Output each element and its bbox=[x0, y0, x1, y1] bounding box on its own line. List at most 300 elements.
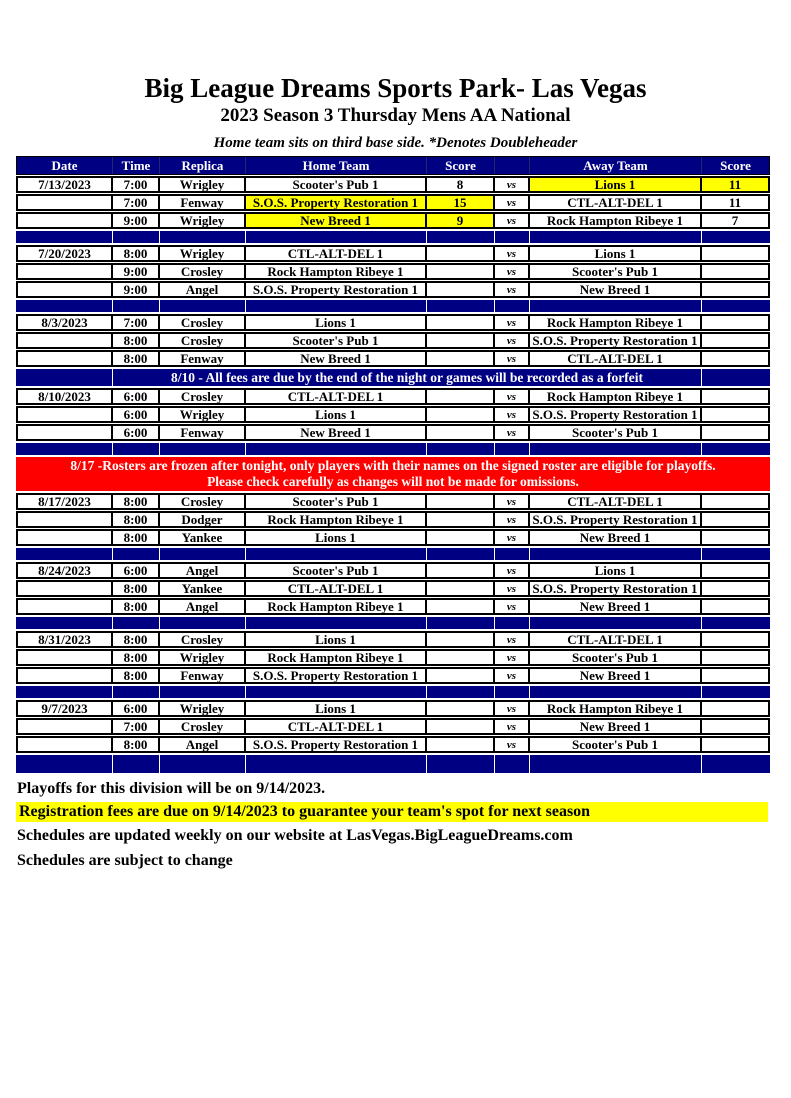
time-cell: 7:00 bbox=[111, 718, 160, 735]
home-team-cell: New Breed 1 bbox=[244, 212, 427, 229]
home-team-cell: CTL-ALT-DEL 1 bbox=[244, 580, 427, 597]
away-team-cell: New Breed 1 bbox=[528, 667, 702, 684]
time-cell: 8:00 bbox=[111, 511, 160, 528]
separator-cell bbox=[113, 300, 160, 312]
game-row bbox=[16, 314, 770, 331]
game-row bbox=[16, 736, 770, 753]
game-row bbox=[16, 350, 770, 367]
separator-cell bbox=[160, 231, 246, 243]
time-cell: 6:00 bbox=[111, 406, 160, 423]
away-score-cell bbox=[700, 245, 770, 262]
separator-cell bbox=[427, 617, 495, 629]
footer-website-note: Schedules are updated weekly on our website at LasVegas.BigLeagueDreams.com bbox=[17, 827, 573, 844]
date-cell: 8/10/2023 bbox=[16, 388, 113, 405]
date-cell: 7/13/2023 bbox=[16, 176, 113, 193]
replica-cell: Crosley bbox=[158, 388, 246, 405]
date-cell bbox=[16, 350, 113, 367]
replica-cell: Fenway bbox=[158, 667, 246, 684]
separator-row bbox=[16, 548, 770, 560]
header-cell-score: Score bbox=[720, 157, 751, 173]
vs-label: vs bbox=[493, 406, 530, 423]
page-subtitle: 2023 Season 3 Thursday Mens AA National bbox=[220, 105, 571, 126]
away-team-cell: Scooter's Pub 1 bbox=[528, 649, 702, 666]
date-cell bbox=[16, 736, 113, 753]
date-cell bbox=[16, 406, 113, 423]
date-cell bbox=[16, 649, 113, 666]
home-score-cell bbox=[425, 700, 495, 717]
time-cell: 8:00 bbox=[111, 245, 160, 262]
away-score-cell bbox=[700, 388, 770, 405]
separator-cell bbox=[246, 686, 427, 698]
game-row bbox=[16, 493, 770, 510]
vs-label: vs bbox=[493, 263, 530, 280]
header-cell-replica: Replica bbox=[160, 157, 246, 174]
time-cell: 8:00 bbox=[111, 631, 160, 648]
away-score-cell bbox=[700, 580, 770, 597]
home-score-cell bbox=[425, 350, 495, 367]
away-team-cell: New Breed 1 bbox=[528, 598, 702, 615]
vs-label: vs bbox=[493, 562, 530, 579]
fees-notice-left-cell bbox=[16, 369, 113, 386]
separator-cell bbox=[702, 617, 770, 629]
header-cell-vs bbox=[495, 157, 530, 174]
away-score-cell bbox=[700, 667, 770, 684]
separator-cell bbox=[160, 686, 246, 698]
replica-cell: Crosley bbox=[158, 263, 246, 280]
home-team-cell: Scooter's Pub 1 bbox=[244, 493, 427, 510]
separator-cell bbox=[113, 231, 160, 243]
home-team-cell: New Breed 1 bbox=[244, 424, 427, 441]
game-row bbox=[16, 263, 770, 280]
away-score-cell bbox=[700, 649, 770, 666]
time-cell: 9:00 bbox=[111, 212, 160, 229]
home-score-cell bbox=[425, 649, 495, 666]
away-team-cell: New Breed 1 bbox=[528, 529, 702, 546]
home-score-cell bbox=[425, 667, 495, 684]
time-cell: 6:00 bbox=[111, 424, 160, 441]
home-score-cell bbox=[425, 631, 495, 648]
game-row bbox=[16, 281, 770, 298]
away-score-cell: 11 bbox=[700, 194, 770, 211]
separator-cell bbox=[427, 548, 495, 560]
home-score-cell bbox=[425, 424, 495, 441]
home-team-cell: S.O.S. Property Restoration 1 bbox=[244, 194, 427, 211]
separator-cell bbox=[530, 755, 702, 773]
replica-cell: Dodger bbox=[158, 511, 246, 528]
away-score-cell bbox=[700, 529, 770, 546]
away-score-cell bbox=[700, 281, 770, 298]
away-score-cell bbox=[700, 263, 770, 280]
separator-cell bbox=[427, 231, 495, 243]
separator-cell bbox=[246, 548, 427, 560]
date-cell: 8/31/2023 bbox=[16, 631, 113, 648]
separator-cell bbox=[246, 300, 427, 312]
header-cell-home-team: Home Team bbox=[246, 157, 427, 174]
home-team-cell: CTL-ALT-DEL 1 bbox=[244, 718, 427, 735]
away-score-cell bbox=[700, 631, 770, 648]
away-team-cell: Rock Hampton Ribeye 1 bbox=[528, 314, 702, 331]
home-team-cell: Rock Hampton Ribeye 1 bbox=[244, 263, 427, 280]
home-score-cell bbox=[425, 263, 495, 280]
separator-cell bbox=[16, 617, 113, 629]
date-cell bbox=[16, 263, 113, 280]
away-team-cell: Rock Hampton Ribeye 1 bbox=[528, 388, 702, 405]
footer-registration-note: Registration fees are due on 9/14/2023 to guarantee your team's spot for next season bbox=[16, 802, 768, 822]
replica-cell: Crosley bbox=[158, 314, 246, 331]
date-cell bbox=[16, 667, 113, 684]
replica-cell: Fenway bbox=[158, 424, 246, 441]
away-score-cell bbox=[700, 718, 770, 735]
home-score-cell: 9 bbox=[425, 212, 495, 229]
time-cell: 8:00 bbox=[111, 580, 160, 597]
separator-cell bbox=[16, 548, 113, 560]
time-cell: 7:00 bbox=[111, 176, 160, 193]
away-score-cell bbox=[700, 736, 770, 753]
vs-label: vs bbox=[493, 176, 530, 193]
game-row bbox=[16, 212, 770, 229]
fees-notice-row bbox=[16, 369, 770, 386]
away-team-cell: Rock Hampton Ribeye 1 bbox=[528, 700, 702, 717]
date-cell bbox=[16, 511, 113, 528]
time-cell: 8:00 bbox=[111, 649, 160, 666]
separator-cell bbox=[246, 617, 427, 629]
separator-cell bbox=[495, 755, 530, 773]
away-team-cell: New Breed 1 bbox=[528, 281, 702, 298]
away-team-cell: Lions 1 bbox=[528, 562, 702, 579]
header-cell-date: Date bbox=[17, 157, 113, 174]
home-team-cell: Scooter's Pub 1 bbox=[244, 332, 427, 349]
separator-cell bbox=[160, 617, 246, 629]
time-cell: 8:00 bbox=[111, 529, 160, 546]
date-cell: 7/20/2023 bbox=[16, 245, 113, 262]
date-cell bbox=[16, 212, 113, 229]
separator-cell bbox=[495, 443, 530, 455]
vs-label: vs bbox=[493, 281, 530, 298]
vs-label: vs bbox=[493, 511, 530, 528]
replica-cell: Fenway bbox=[158, 350, 246, 367]
replica-cell: Angel bbox=[158, 598, 246, 615]
roster-freeze-notice-line: 8/17 -Rosters are frozen after tonight, only players with their names on the signed roster are eligible for playoffs. bbox=[70, 458, 716, 473]
separator-cell bbox=[160, 755, 246, 773]
vs-label: vs bbox=[493, 314, 530, 331]
home-score-cell bbox=[425, 245, 495, 262]
game-row bbox=[16, 388, 770, 405]
replica-cell: Crosley bbox=[158, 332, 246, 349]
away-team-cell: S.O.S. Property Restoration 1 bbox=[528, 580, 702, 597]
separator-cell bbox=[530, 548, 702, 560]
separator-cell bbox=[495, 686, 530, 698]
home-team-cell: S.O.S. Property Restoration 1 bbox=[244, 281, 427, 298]
home-team-cell: S.O.S. Property Restoration 1 bbox=[244, 667, 427, 684]
separator-cell bbox=[16, 300, 113, 312]
separator-cell bbox=[113, 548, 160, 560]
away-score-cell: 11 bbox=[700, 176, 770, 193]
vs-label: vs bbox=[493, 649, 530, 666]
time-cell: 9:00 bbox=[111, 263, 160, 280]
time-cell: 9:00 bbox=[111, 281, 160, 298]
replica-cell: Angel bbox=[158, 736, 246, 753]
away-team-cell: Scooter's Pub 1 bbox=[528, 424, 702, 441]
time-cell: 7:00 bbox=[111, 194, 160, 211]
date-cell: 8/17/2023 bbox=[16, 493, 113, 510]
home-score-cell bbox=[425, 281, 495, 298]
time-cell: 8:00 bbox=[111, 736, 160, 753]
replica-cell: Angel bbox=[158, 281, 246, 298]
game-row bbox=[16, 194, 770, 211]
page-title: Big League Dreams Sports Park- Las Vegas bbox=[144, 73, 647, 103]
game-row bbox=[16, 598, 770, 615]
game-row bbox=[16, 424, 770, 441]
replica-cell: Fenway bbox=[158, 194, 246, 211]
time-cell: 6:00 bbox=[111, 562, 160, 579]
replica-cell: Wrigley bbox=[158, 212, 246, 229]
separator-cell bbox=[702, 755, 770, 773]
fees-notice-right-cell bbox=[702, 369, 770, 386]
away-team-cell: CTL-ALT-DEL 1 bbox=[528, 493, 702, 510]
separator-cell bbox=[160, 548, 246, 560]
separator-cell bbox=[702, 443, 770, 455]
game-row bbox=[16, 718, 770, 735]
away-score-cell bbox=[700, 332, 770, 349]
separator-cell bbox=[160, 443, 246, 455]
home-team-cell: Rock Hampton Ribeye 1 bbox=[244, 649, 427, 666]
away-score-cell bbox=[700, 511, 770, 528]
schedule-table bbox=[16, 156, 770, 773]
vs-label: vs bbox=[493, 194, 530, 211]
away-team-cell: S.O.S. Property Restoration 1 bbox=[528, 332, 702, 349]
separator-cell bbox=[160, 300, 246, 312]
time-cell: 8:00 bbox=[111, 332, 160, 349]
home-score-cell bbox=[425, 580, 495, 597]
header-cell-time: Time bbox=[113, 157, 160, 174]
separator-cell bbox=[246, 443, 427, 455]
home-score-cell bbox=[425, 314, 495, 331]
game-row bbox=[16, 562, 770, 579]
vs-label: vs bbox=[493, 350, 530, 367]
home-score-cell bbox=[425, 388, 495, 405]
separator-cell bbox=[495, 617, 530, 629]
home-score-cell bbox=[425, 529, 495, 546]
separator-cell bbox=[16, 231, 113, 243]
replica-cell: Wrigley bbox=[158, 245, 246, 262]
game-row bbox=[16, 511, 770, 528]
separator-cell bbox=[16, 755, 113, 773]
time-cell: 7:00 bbox=[111, 314, 160, 331]
away-score-cell bbox=[700, 493, 770, 510]
replica-cell: Wrigley bbox=[158, 700, 246, 717]
away-score-cell bbox=[700, 314, 770, 331]
date-cell: 8/3/2023 bbox=[16, 314, 113, 331]
away-team-cell: Rock Hampton Ribeye 1 bbox=[528, 212, 702, 229]
away-score-cell: 7 bbox=[700, 212, 770, 229]
separator-cell bbox=[427, 755, 495, 773]
home-score-cell: 8 bbox=[425, 176, 495, 193]
header-cell-away-team: Away Team bbox=[530, 157, 702, 174]
replica-cell: Wrigley bbox=[158, 406, 246, 423]
separator-cell bbox=[113, 617, 160, 629]
game-row bbox=[16, 649, 770, 666]
time-cell: 8:00 bbox=[111, 493, 160, 510]
home-team-cell: CTL-ALT-DEL 1 bbox=[244, 388, 427, 405]
separator-cell bbox=[427, 443, 495, 455]
separator-cell bbox=[16, 686, 113, 698]
away-team-cell: New Breed 1 bbox=[528, 718, 702, 735]
home-team-cell: Scooter's Pub 1 bbox=[244, 562, 427, 579]
separator-row bbox=[16, 755, 770, 773]
home-score-cell bbox=[425, 493, 495, 510]
vs-label: vs bbox=[493, 718, 530, 735]
separator-cell bbox=[530, 300, 702, 312]
home-team-cell: Lions 1 bbox=[244, 631, 427, 648]
vs-label: vs bbox=[493, 700, 530, 717]
home-team-cell: New Breed 1 bbox=[244, 350, 427, 367]
replica-cell: Wrigley bbox=[158, 176, 246, 193]
separator-cell bbox=[427, 300, 495, 312]
home-score-cell bbox=[425, 562, 495, 579]
vs-label: vs bbox=[493, 580, 530, 597]
date-cell: 9/7/2023 bbox=[16, 700, 113, 717]
vs-label: vs bbox=[493, 598, 530, 615]
date-cell: 8/24/2023 bbox=[16, 562, 113, 579]
away-score-cell bbox=[700, 406, 770, 423]
time-cell: 8:00 bbox=[111, 667, 160, 684]
separator-cell bbox=[16, 443, 113, 455]
replica-cell: Wrigley bbox=[158, 649, 246, 666]
away-score-cell bbox=[700, 562, 770, 579]
header-cell-score: Score bbox=[427, 157, 495, 174]
home-team-cell: Lions 1 bbox=[244, 406, 427, 423]
home-team-cell: Rock Hampton Ribeye 1 bbox=[244, 598, 427, 615]
vs-label: vs bbox=[493, 388, 530, 405]
separator-cell bbox=[530, 617, 702, 629]
away-score-cell bbox=[700, 700, 770, 717]
replica-cell: Crosley bbox=[158, 718, 246, 735]
separator-row bbox=[16, 231, 770, 243]
date-cell bbox=[16, 718, 113, 735]
vs-label: vs bbox=[493, 212, 530, 229]
game-row bbox=[16, 406, 770, 423]
game-row bbox=[16, 332, 770, 349]
game-row bbox=[16, 176, 770, 193]
replica-cell: Yankee bbox=[158, 529, 246, 546]
date-cell bbox=[16, 529, 113, 546]
separator-cell bbox=[702, 300, 770, 312]
separator-cell bbox=[495, 548, 530, 560]
time-cell: 8:00 bbox=[111, 598, 160, 615]
date-cell bbox=[16, 281, 113, 298]
time-cell: 6:00 bbox=[111, 388, 160, 405]
home-team-cell: Scooter's Pub 1 bbox=[244, 176, 427, 193]
home-team-cell: Rock Hampton Ribeye 1 bbox=[244, 511, 427, 528]
separator-row bbox=[16, 443, 770, 455]
separator-cell bbox=[427, 686, 495, 698]
separator-cell bbox=[530, 231, 702, 243]
vs-label: vs bbox=[493, 667, 530, 684]
replica-cell: Crosley bbox=[158, 631, 246, 648]
separator-cell bbox=[495, 231, 530, 243]
away-team-cell: Scooter's Pub 1 bbox=[528, 263, 702, 280]
vs-label: vs bbox=[493, 245, 530, 262]
home-score-cell bbox=[425, 736, 495, 753]
home-team-cell: Lions 1 bbox=[244, 529, 427, 546]
vs-label: vs bbox=[493, 736, 530, 753]
game-row bbox=[16, 245, 770, 262]
away-score-cell bbox=[700, 424, 770, 441]
date-cell bbox=[16, 580, 113, 597]
separator-cell bbox=[113, 686, 160, 698]
separator-row bbox=[16, 617, 770, 629]
home-score-cell bbox=[425, 598, 495, 615]
away-team-cell: CTL-ALT-DEL 1 bbox=[528, 631, 702, 648]
time-cell: 6:00 bbox=[111, 700, 160, 717]
away-team-cell: Lions 1 bbox=[528, 245, 702, 262]
footer-change-note: Schedules are subject to change bbox=[17, 852, 233, 869]
away-team-cell: CTL-ALT-DEL 1 bbox=[528, 194, 702, 211]
home-team-cell: Lions 1 bbox=[244, 700, 427, 717]
replica-cell: Angel bbox=[158, 562, 246, 579]
vs-label: vs bbox=[493, 631, 530, 648]
home-score-cell bbox=[425, 406, 495, 423]
separator-cell bbox=[702, 686, 770, 698]
date-cell bbox=[16, 332, 113, 349]
table-header-row bbox=[16, 156, 770, 175]
away-team-cell: S.O.S. Property Restoration 1 bbox=[528, 406, 702, 423]
away-team-cell: CTL-ALT-DEL 1 bbox=[528, 350, 702, 367]
away-score-cell bbox=[700, 598, 770, 615]
separator-cell bbox=[113, 443, 160, 455]
home-team-cell: CTL-ALT-DEL 1 bbox=[244, 245, 427, 262]
separator-cell bbox=[702, 548, 770, 560]
separator-cell bbox=[530, 686, 702, 698]
separator-cell bbox=[495, 300, 530, 312]
separator-cell bbox=[246, 755, 427, 773]
date-cell bbox=[16, 424, 113, 441]
separator-cell bbox=[246, 231, 427, 243]
vs-label: vs bbox=[493, 529, 530, 546]
separator-cell bbox=[530, 443, 702, 455]
game-row bbox=[16, 700, 770, 717]
vs-label: vs bbox=[493, 332, 530, 349]
footer-playoffs-note: Playoffs for this division will be on 9/14/2023. bbox=[17, 780, 326, 797]
home-team-cell: Lions 1 bbox=[244, 314, 427, 331]
vs-label: vs bbox=[493, 493, 530, 510]
roster-freeze-notice-line: Please check carefully as changes will not be made for omissions. bbox=[207, 474, 579, 489]
roster-freeze-notice bbox=[16, 457, 770, 491]
date-cell bbox=[16, 194, 113, 211]
away-team-cell: Scooter's Pub 1 bbox=[528, 736, 702, 753]
home-score-cell bbox=[425, 511, 495, 528]
time-cell: 8:00 bbox=[111, 350, 160, 367]
home-score-cell bbox=[425, 718, 495, 735]
separator-cell bbox=[113, 755, 160, 773]
away-score-cell bbox=[700, 350, 770, 367]
away-team-cell: S.O.S. Property Restoration 1 bbox=[528, 511, 702, 528]
away-team-cell: Lions 1 bbox=[528, 176, 702, 193]
date-cell bbox=[16, 598, 113, 615]
home-team-note: Home team sits on third base side. *Denotes Doubleheader bbox=[213, 135, 578, 151]
home-score-cell: 15 bbox=[425, 194, 495, 211]
game-row bbox=[16, 667, 770, 684]
home-team-cell: S.O.S. Property Restoration 1 bbox=[244, 736, 427, 753]
separator-cell bbox=[702, 231, 770, 243]
fees-notice-text: 8/10 - All fees are due by the end of the night or games will be recorded as a forfeit bbox=[113, 369, 702, 386]
game-row bbox=[16, 631, 770, 648]
game-row bbox=[16, 580, 770, 597]
game-row bbox=[16, 529, 770, 546]
vs-label: vs bbox=[493, 424, 530, 441]
home-score-cell bbox=[425, 332, 495, 349]
separator-row bbox=[16, 686, 770, 698]
